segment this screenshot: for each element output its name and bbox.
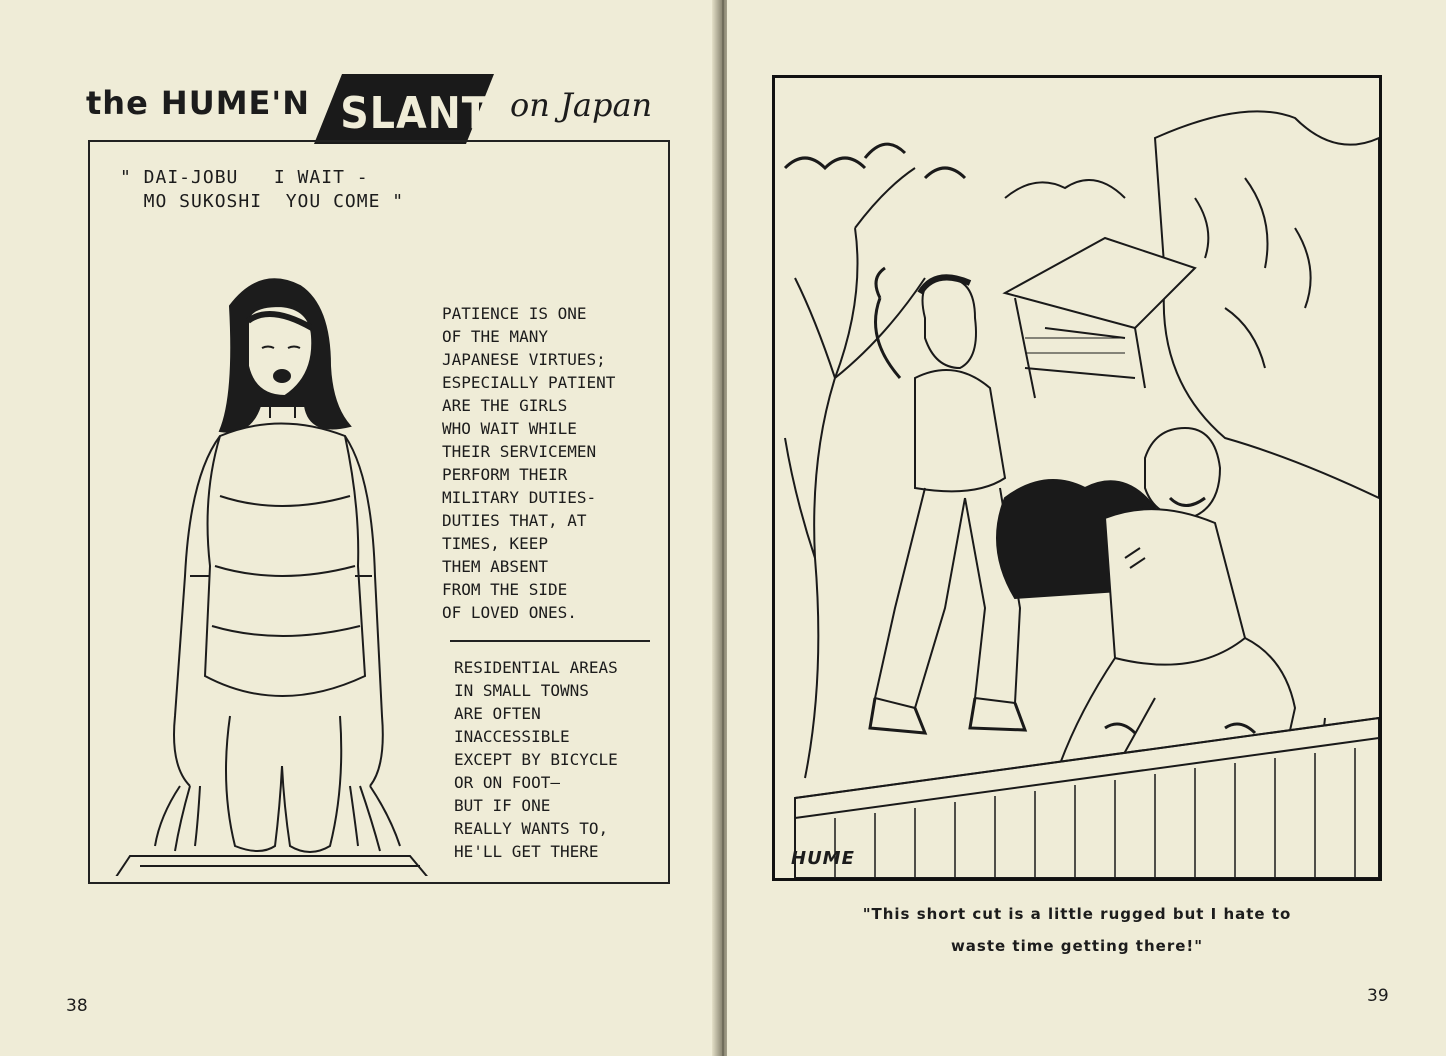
residential-areas-text: RESIDENTIAL AREAS IN SMALL TOWNS ARE OFTEN INACCESSIBLE EXCEPT BY BICYCLE OR ON FOOT— BUT IF ONE REALLY WANTS TO, HE'LL GET THERE: [454, 658, 618, 861]
soldiers-fence-illustration: [775, 78, 1379, 878]
cartoon-panel-right: [772, 75, 1382, 881]
page-number-right: 39: [1367, 986, 1389, 1006]
patience-text: PATIENCE IS ONE OF THE MANY JAPANESE VIRTUES; ESPECIALLY PATIENT ARE THE GIRLS WHO WAIT WHILE THEIR SERVICEMEN PERFORM THEIR MILITARY DUTIES- DUTIES THAT, AT TIMES, KEEP THEM ABSENT FROM THE SIDE OF LOVED ONES.: [442, 304, 616, 622]
header-on-japan: on Japan: [510, 86, 653, 124]
left-page: [0, 0, 718, 1056]
right-page: [727, 0, 1446, 1056]
header-slant-banner: [314, 74, 494, 144]
header-the-humen: the HUME'N: [86, 84, 310, 122]
header-slant: SLANT: [340, 88, 490, 139]
cartoon-quote: "This short cut is a little rugged but I hate to waste time getting there!": [862, 905, 1292, 955]
speech-caption: " DAI-JOBU I WAIT - MO SUKOSHI YOU COME ": [120, 167, 405, 212]
text-divider: [450, 640, 650, 642]
artist-signature: HUME: [791, 848, 855, 869]
page-number-left: 38: [66, 996, 88, 1016]
cartoon-panel-left: [88, 140, 670, 884]
kneeling-girl-illustration: [110, 246, 440, 876]
